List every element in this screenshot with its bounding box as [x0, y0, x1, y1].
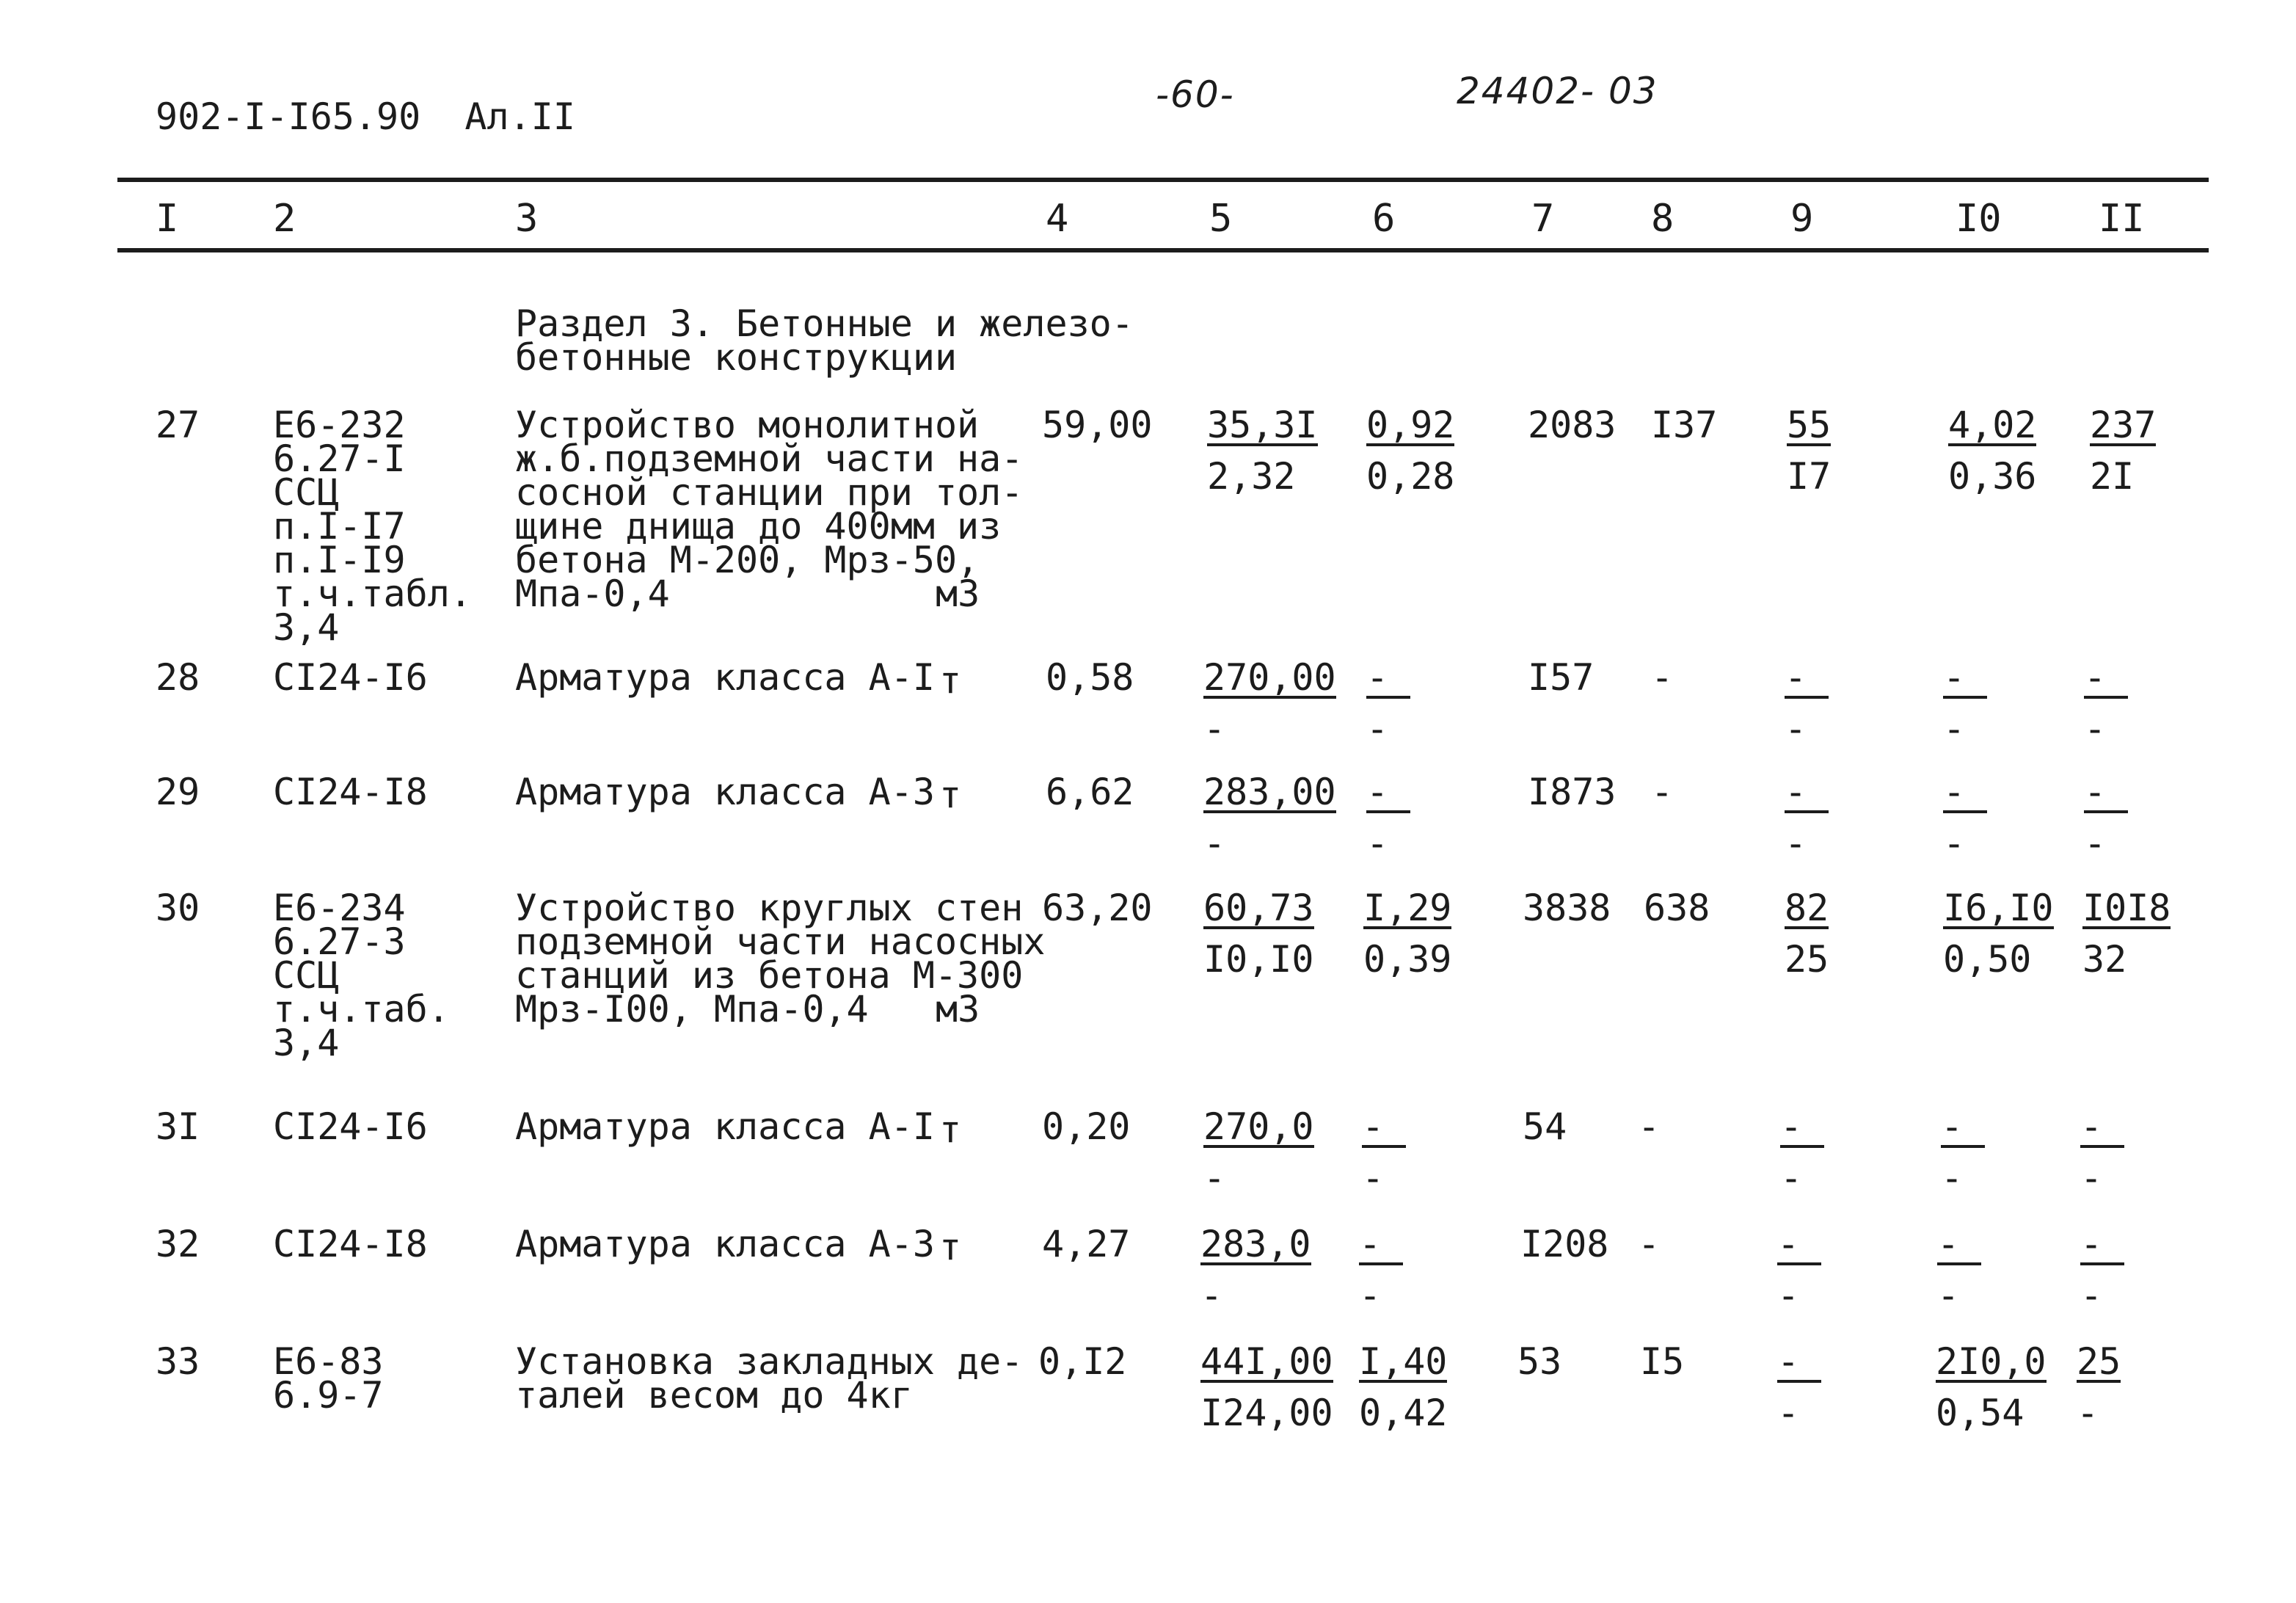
unit-cost	[1203, 1105, 1314, 1199]
labor-unit-bottom: 0,36	[1948, 455, 2037, 498]
work-description: Арматура класса А-I	[515, 1105, 935, 1148]
machine-total	[1785, 656, 1829, 750]
machine-total	[1777, 1223, 1821, 1317]
unit-cost	[1200, 1223, 1311, 1317]
row-number: 29	[156, 771, 200, 813]
machine-total-bottom: -	[1780, 1157, 1803, 1199]
column-number-6: 6	[1372, 197, 1396, 241]
labor-unit	[1937, 1223, 1981, 1317]
labor-total-bottom: 32	[2082, 938, 2127, 981]
rate-code: Е6-83 6.9-7	[273, 1340, 384, 1417]
column-number-7: 7	[1531, 197, 1555, 241]
labor-total-top: -	[2084, 775, 2128, 813]
column-number-8: 8	[1651, 197, 1674, 241]
work-description: Арматура класса А-3	[515, 1223, 935, 1265]
machine-cost-bottom: 0,28	[1366, 455, 1455, 498]
handwritten-number: 24402- 03	[1457, 70, 1658, 112]
machine-cost-top: I,40	[1359, 1340, 1448, 1383]
machine-cost-bottom: -	[1362, 1157, 1385, 1199]
machine-total-top: 55	[1787, 404, 1832, 446]
machine-total-top: -	[1777, 1227, 1821, 1265]
machine-total-bottom: -	[1785, 822, 1807, 865]
labor-unit	[1941, 1105, 1985, 1199]
work-description: Арматура класса А-I	[515, 656, 935, 699]
column-number-1: I	[156, 197, 179, 241]
machine-total-top: -	[1777, 1345, 1821, 1383]
machine-cost-top: -	[1366, 661, 1410, 699]
machine-cost-top: -	[1362, 1110, 1406, 1148]
machine-cost	[1366, 771, 1410, 865]
unit-cost	[1207, 404, 1318, 498]
machine-cost-bottom: -	[1366, 708, 1389, 750]
labor-unit-top: -	[1937, 1227, 1981, 1265]
rate-code: CI24-I6	[273, 656, 428, 699]
machine-cost	[1359, 1340, 1448, 1434]
table-top-rule	[117, 178, 2209, 182]
machine-cost-top: -	[1366, 775, 1410, 813]
labor-total-top: 237	[2090, 404, 2157, 446]
unit-of-measure: м3	[936, 572, 980, 615]
column-number-4: 4	[1046, 197, 1069, 241]
quantity: 0,I2	[1038, 1340, 1127, 1383]
labor-unit-bottom: -	[1943, 708, 1966, 750]
machine-total-top: -	[1785, 775, 1829, 813]
machine-cost-bottom: -	[1366, 822, 1389, 865]
unit-cost-bottom: 2,32	[1207, 455, 1296, 498]
unit-cost-top: 283,00	[1203, 771, 1336, 813]
machine-cost-top: -	[1359, 1227, 1403, 1265]
unit-cost	[1203, 656, 1336, 750]
work-description: Установка закладных де- талей весом до 4кг	[515, 1340, 1024, 1417]
unit-cost-bottom: -	[1203, 1157, 1226, 1199]
unit-cost-top: 35,3I	[1207, 404, 1318, 446]
unit-cost-bottom: -	[1203, 822, 1226, 865]
labor-total	[2082, 887, 2171, 981]
labor-unit-top: I6,I0	[1943, 887, 2054, 929]
machine-cost-top: 0,92	[1366, 404, 1455, 446]
column-number-11: II	[2099, 197, 2145, 241]
labor-total	[2090, 404, 2157, 498]
unit-cost	[1203, 887, 1314, 981]
labor-unit-bottom: -	[1941, 1157, 1964, 1199]
document-code: 902-I-I65.90 Ал.II	[156, 95, 575, 138]
machine-cost	[1359, 1223, 1403, 1317]
machine-total-top: 82	[1785, 887, 1829, 929]
labor-unit-top: 2I0,0	[1936, 1340, 2047, 1383]
work-description: Устройство монолитной ж.б.подземной части на- сосной станции при тол- щине днища до 400мм из бетона М-200, Мрз-50, Мпа-0,4	[515, 404, 1024, 615]
total-cost: 2083	[1528, 404, 1617, 446]
labor-total-bottom: -	[2080, 1274, 2103, 1317]
wage-cost: 638	[1644, 887, 1710, 929]
machine-total-top: -	[1785, 661, 1829, 699]
section-title: Раздел 3. Бетонные и железо- бетонные конструкции	[515, 302, 1134, 379]
work-description: Арматура класса А-3	[515, 771, 935, 813]
labor-unit	[1943, 771, 1987, 865]
labor-unit-bottom: -	[1937, 1274, 1960, 1317]
labor-total-top: I0I8	[2082, 887, 2171, 929]
total-cost: 53	[1517, 1340, 1562, 1383]
unit-cost-top: 270,0	[1203, 1105, 1314, 1148]
quantity: 0,58	[1046, 656, 1134, 699]
machine-cost-bottom: -	[1359, 1274, 1382, 1317]
unit-of-measure: т	[939, 774, 962, 816]
unit-cost-top: 283,0	[1200, 1223, 1311, 1265]
machine-cost-bottom: 0,42	[1359, 1392, 1448, 1434]
labor-unit	[1948, 404, 2037, 498]
labor-unit	[1943, 656, 1987, 750]
row-number: 28	[156, 656, 200, 699]
labor-total-bottom: -	[2084, 708, 2107, 750]
labor-total	[2084, 771, 2128, 865]
labor-unit-bottom: 0,54	[1936, 1392, 2025, 1434]
labor-total-top: -	[2080, 1110, 2124, 1148]
machine-cost	[1363, 887, 1452, 981]
unit-cost	[1200, 1340, 1333, 1434]
total-cost: I57	[1528, 656, 1595, 699]
quantity: 0,20	[1042, 1105, 1131, 1148]
row-number: 3I	[156, 1105, 200, 1148]
column-number-10: I0	[1956, 197, 2002, 241]
unit-of-measure: м3	[936, 988, 980, 1030]
unit-cost	[1203, 771, 1336, 865]
table-header-rule	[117, 248, 2209, 252]
quantity: 6,62	[1046, 771, 1134, 813]
rate-code: CI24-I8	[273, 1223, 428, 1265]
machine-total-bottom: -	[1777, 1392, 1800, 1434]
row-number: 30	[156, 887, 200, 929]
machine-cost	[1366, 404, 1455, 498]
labor-total-bottom: 2I	[2090, 455, 2135, 498]
machine-total	[1777, 1340, 1821, 1434]
labor-total-top: 25	[2077, 1340, 2121, 1383]
labor-total	[2080, 1223, 2124, 1317]
machine-cost	[1362, 1105, 1406, 1199]
machine-total-top: -	[1780, 1110, 1824, 1148]
column-number-3: 3	[515, 197, 539, 241]
quantity: 59,00	[1042, 404, 1153, 446]
unit-cost-top: 270,00	[1203, 656, 1336, 699]
labor-unit-bottom: -	[1943, 822, 1966, 865]
quantity: 4,27	[1042, 1223, 1131, 1265]
machine-total	[1780, 1105, 1824, 1199]
labor-total	[2084, 656, 2128, 750]
unit-of-measure: т	[939, 1226, 962, 1268]
machine-cost-top: I,29	[1363, 887, 1452, 929]
labor-unit-top: -	[1941, 1110, 1985, 1148]
row-number: 27	[156, 404, 200, 446]
labor-unit	[1936, 1340, 2047, 1434]
machine-total-bottom: 25	[1785, 938, 1829, 981]
wage-cost: -	[1651, 771, 1674, 813]
total-cost: 54	[1523, 1105, 1567, 1148]
wage-cost: I37	[1651, 404, 1718, 446]
labor-unit	[1943, 887, 2054, 981]
wage-cost: -	[1638, 1105, 1661, 1148]
labor-total-bottom: -	[2080, 1157, 2103, 1199]
unit-cost-bottom: -	[1200, 1274, 1223, 1317]
rate-code: Е6-234 6.27-3 ССЦ т.ч.таб. 3,4	[273, 887, 450, 1064]
wage-cost: I5	[1640, 1340, 1685, 1383]
labor-unit-top: 4,02	[1948, 404, 2037, 446]
wage-cost: -	[1651, 656, 1674, 699]
total-cost: I873	[1528, 771, 1617, 813]
machine-total	[1785, 771, 1829, 865]
quantity: 63,20	[1042, 887, 1153, 929]
rate-code: CI24-I8	[273, 771, 428, 813]
labor-total-top: -	[2084, 661, 2128, 699]
work-description: Устройство круглых стен подземной части насосных станций из бетона М-300 Мрз-I00, Мпа-0,4	[515, 887, 1046, 1030]
labor-unit-top: -	[1943, 775, 1987, 813]
labor-total-bottom: -	[2077, 1392, 2099, 1434]
labor-total-top: -	[2080, 1227, 2124, 1265]
row-number: 33	[156, 1340, 200, 1383]
machine-cost-bottom: 0,39	[1363, 938, 1452, 981]
machine-cost	[1366, 656, 1410, 750]
unit-of-measure: т	[939, 1108, 962, 1151]
labor-unit-top: -	[1943, 661, 1987, 699]
unit-of-measure: т	[939, 659, 962, 702]
labor-total-bottom: -	[2084, 822, 2107, 865]
wage-cost: -	[1638, 1223, 1661, 1265]
rate-code: CI24-I6	[273, 1105, 428, 1148]
unit-cost-bottom: I24,00	[1200, 1392, 1333, 1434]
unit-cost-top: 44I,00	[1200, 1340, 1333, 1383]
labor-total	[2077, 1340, 2121, 1434]
column-number-5: 5	[1209, 197, 1233, 241]
machine-total-bottom: I7	[1787, 455, 1832, 498]
column-number-2: 2	[273, 197, 296, 241]
unit-cost-bottom: I0,I0	[1203, 938, 1314, 981]
total-cost: I208	[1520, 1223, 1609, 1265]
unit-cost-bottom: -	[1203, 708, 1226, 750]
labor-total	[2080, 1105, 2124, 1199]
page-number: -60-	[1156, 73, 1235, 116]
unit-cost-top: 60,73	[1203, 887, 1314, 929]
rate-code: Е6-232 6.27-I ССЦ п.I-I7 п.I-I9 т.ч.табл. 3,4	[273, 404, 472, 649]
total-cost: 3838	[1523, 887, 1611, 929]
row-number: 32	[156, 1223, 200, 1265]
machine-total	[1785, 887, 1829, 981]
column-number-9: 9	[1790, 197, 1814, 241]
labor-unit-bottom: 0,50	[1943, 938, 2032, 981]
machine-total	[1787, 404, 1832, 498]
machine-total-bottom: -	[1785, 708, 1807, 750]
machine-total-bottom: -	[1777, 1274, 1800, 1317]
